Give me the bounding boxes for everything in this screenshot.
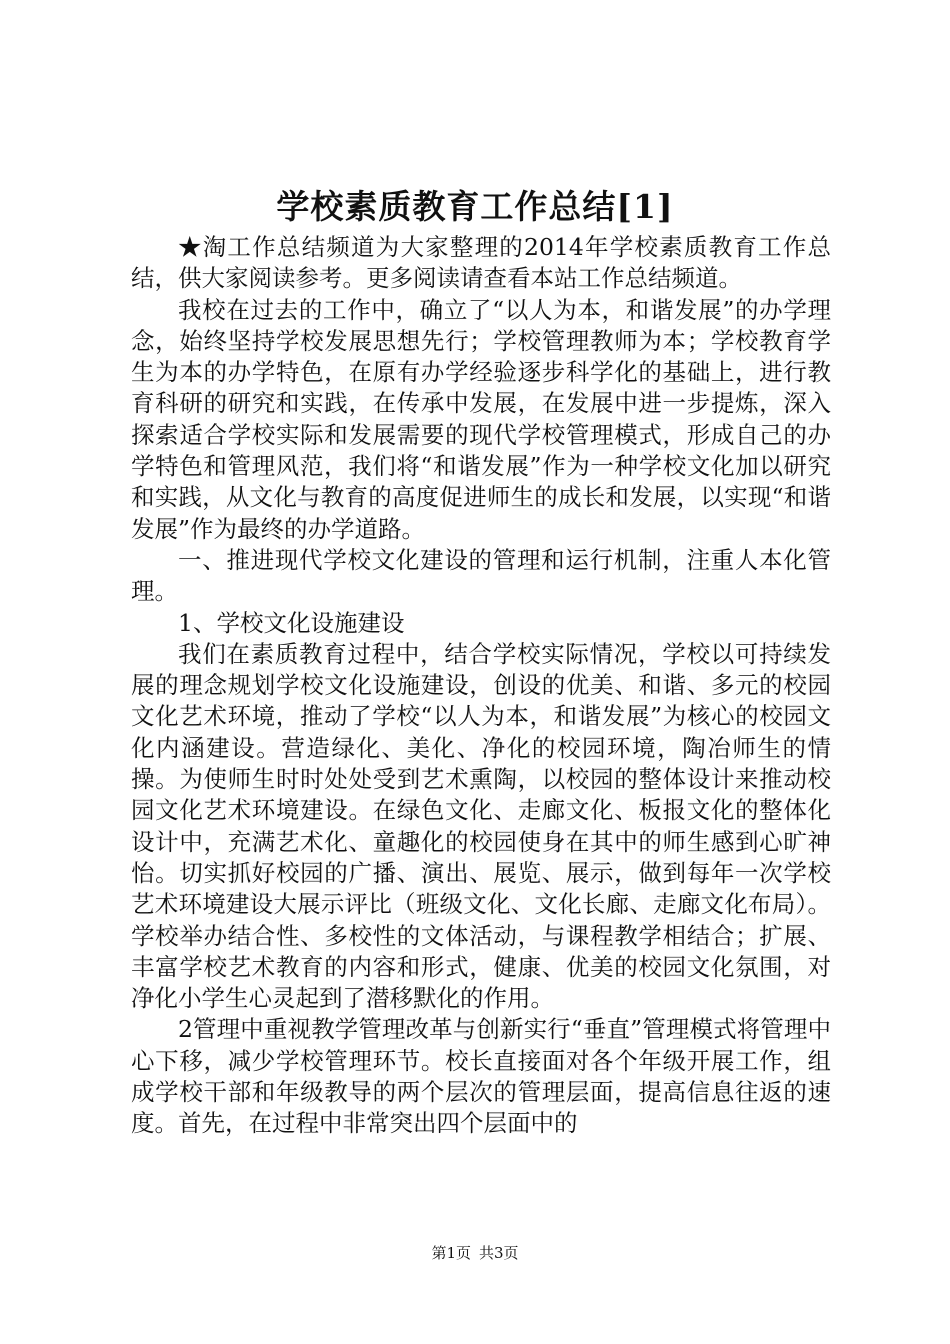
document-body <box>131 232 831 1140</box>
section-heading: 一、推进现代学校文化建设的管理和运行机制，注重人本化管理。 <box>131 545 831 606</box>
subsection-heading: 1、学校文化设施建设 <box>178 608 405 637</box>
page-footer <box>0 1243 950 1263</box>
body-paragraph: 2管理中重视教学管理改革与创新实行“垂直”管理模式将管理中心下移，减少学校管理环节。校长直接面对各个年级开展工作，组成学校干部和年级教导的两个层次的管理层面，提高信息往返的速度。首先，在过程中非常突出四个层面中的 <box>131 1015 831 1138</box>
intro-paragraph: ★淘工作总结频道为大家整理的2014年学校素质教育工作总结，供大家阅读参考。更多阅读请查看本站工作总结频道。 <box>131 233 831 293</box>
body-paragraph: 我们在素质教育过程中，结合学校实际情况，学校以可持续发展的理念规划学校文化设施建设，创设的优美、和谐、多元的校园文化艺术环境，推动了学校“以人为本，和谐发展”为核心的校园文化内涵建设。营造绿化、美化、净化的校园环境，陶冶师生的情操。为使师生时时处处受到艺术熏陶，以校园的整体设计来推动校园文化艺术环境建设。在绿色文化、走廊文化、板报文化的整体化设计中，充满艺术化、童趣化的校园使身在其中的师生感到心旷神怡。切实抓好校园的广播、演出、展览、展示，做到每年一次学校艺术环境建设大展示评比（班级文化、文化长廊、走廊文化布局）。学校举办结合性、多校性的文体活动，与课程教学相结合；扩展、丰富学校艺术教育的内容和形式，健康、优美的校园文化氛围，对净化小学生心灵起到了潜移默化的作用。 <box>131 639 831 1013</box>
document-title: 学校素质教育工作总结[1] <box>276 187 674 226</box>
body-paragraph: 我校在过去的工作中，确立了“以人为本，和谐发展”的办学理念，始终坚持学校发展思想先行；学校管理教师为本；学校教育学生为本的办学特色，在原有办学经验逐步科学化的基础上，进行教育科研的研究和实践，在传承中发展，在发展中进一步提炼，深入探索适合学校实际和发展需要的现代学校管理模式，形成自己的办学特色和管理风范，我们将“和谐发展”作为一种学校文化加以研究和实践，从文化与教育的高度促进师生的成长和发展，以实现“和谐发展”作为最终的办学道路。 <box>131 295 831 543</box>
page-number: 第1页 <box>431 1244 471 1262</box>
total-pages: 共3页 <box>479 1244 519 1262</box>
